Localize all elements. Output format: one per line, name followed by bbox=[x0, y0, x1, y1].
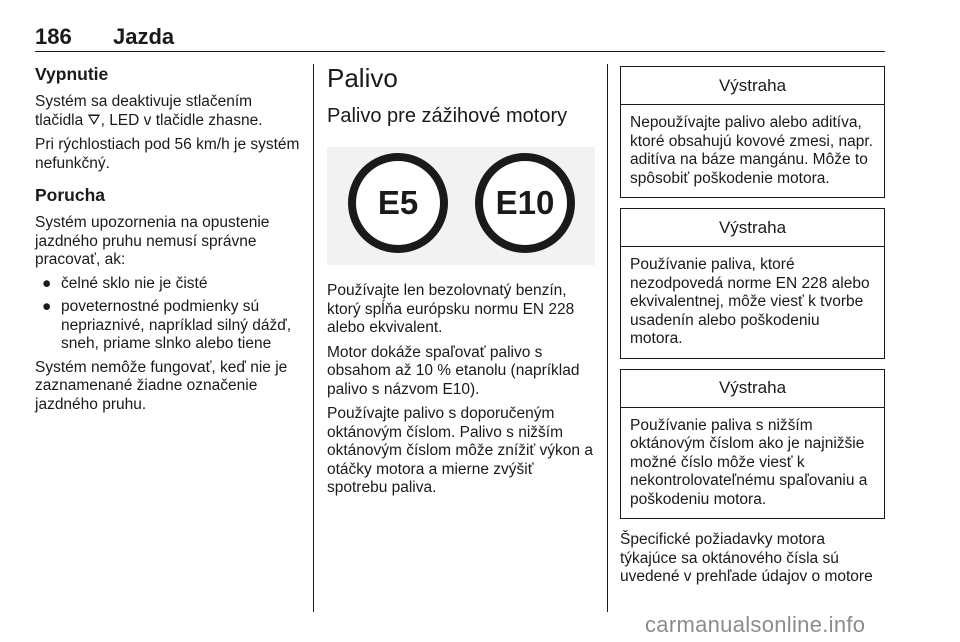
e10-badge-icon: E10 bbox=[475, 153, 575, 253]
fuel-subtitle: Palivo pre zážihové motory bbox=[327, 105, 568, 127]
warning-title: Výstraha bbox=[621, 370, 884, 408]
list-item: ● poveternostné podmienky sú nepriaznivé, napríklad silný dážď, sneh, priame slnko alebo tiene bbox=[42, 298, 292, 352]
e5-badge-icon: E5 bbox=[348, 153, 448, 253]
paragraph-fault-intro: Systém upozornenia na opustenie jazdného pruhu nemusí správne pracovať, ak: bbox=[35, 214, 270, 268]
warning-box bbox=[620, 66, 885, 198]
paragraph-deactivate: Systém sa deaktivuje stlačením tlačidla ⛛, LED v tlačidle zhasne. bbox=[35, 93, 263, 129]
warning-box bbox=[620, 208, 885, 359]
warning-text: Používanie paliva, ktoré nezodpovedá norme EN 228 alebo ekvivalentnej, môže viesť k tvorbe usadenín alebo poškodeniu motora. bbox=[630, 256, 870, 347]
warning-title: Výstraha bbox=[621, 67, 884, 105]
paragraph-ethanol: Motor dokáže spaľovať palivo s obsahom až 10 % etanolu (napríklad palivo s názvom E10). bbox=[327, 343, 580, 398]
paragraph-unleaded: Používajte len bezolovnatý benzín, ktorý spĺňa európsku normu EN 228 alebo ekvivalent. bbox=[327, 282, 575, 336]
warning-text: Nepoužívajte palivo alebo aditíva, ktoré obsahujú kovové zmesi, napr. aditíva na báze mangánu. Môže to spôsobiť poškodenie motora. bbox=[630, 114, 873, 187]
column-divider-left bbox=[313, 64, 314, 612]
bullet-icon: ● bbox=[42, 274, 52, 292]
heading-vypnutie: Vypnutie bbox=[35, 64, 109, 84]
warning-title: Výstraha bbox=[621, 209, 884, 247]
warning-text: Používanie paliva s nižším oktánovým číslom ako je najnižšie možné číslo môže viesť k nekontrolovateľnému spaľovaniu a poškodeniu motora. bbox=[630, 416, 868, 508]
column-fuel bbox=[327, 62, 595, 498]
column-divider-right bbox=[607, 64, 608, 612]
page-number: 186 bbox=[35, 24, 72, 49]
warning-box bbox=[620, 369, 885, 520]
fuel-label-figure bbox=[327, 147, 595, 265]
column-warnings bbox=[620, 66, 885, 587]
paragraph-speed-limit: Pri rýchlostiach pod 56 km/h je systém nefunkčný. bbox=[35, 136, 300, 172]
column-lane-assist bbox=[35, 62, 303, 414]
section-title: Jazda bbox=[113, 24, 175, 49]
fuel-title: Palivo bbox=[327, 63, 398, 93]
list-item: ● čelné sklo nie je čisté bbox=[42, 274, 208, 292]
page-header bbox=[35, 24, 885, 52]
bullet-icon: ● bbox=[42, 298, 52, 315]
heading-porucha: Porucha bbox=[35, 185, 106, 205]
paragraph-no-marking: Systém nemôže fungovať, keď nie je zaznamenané žiadne označenie jazdného pruhu. bbox=[35, 358, 288, 413]
watermark: carmanualsonline.info bbox=[645, 612, 866, 637]
fault-conditions-list bbox=[35, 275, 303, 354]
header-divider bbox=[35, 51, 885, 52]
paragraph-octane: Používajte palivo s doporučeným oktánovým číslom. Palivo s nižším oktánovým číslom môže znížiť výkon a otáčky motora a mierne zvýšiť spotrebu paliva. bbox=[327, 405, 593, 496]
paragraph-octane-spec: Špecifické požiadavky motora týkajúce sa oktánového čísla sú uvedené v prehľade údajov o motore bbox=[620, 531, 873, 585]
